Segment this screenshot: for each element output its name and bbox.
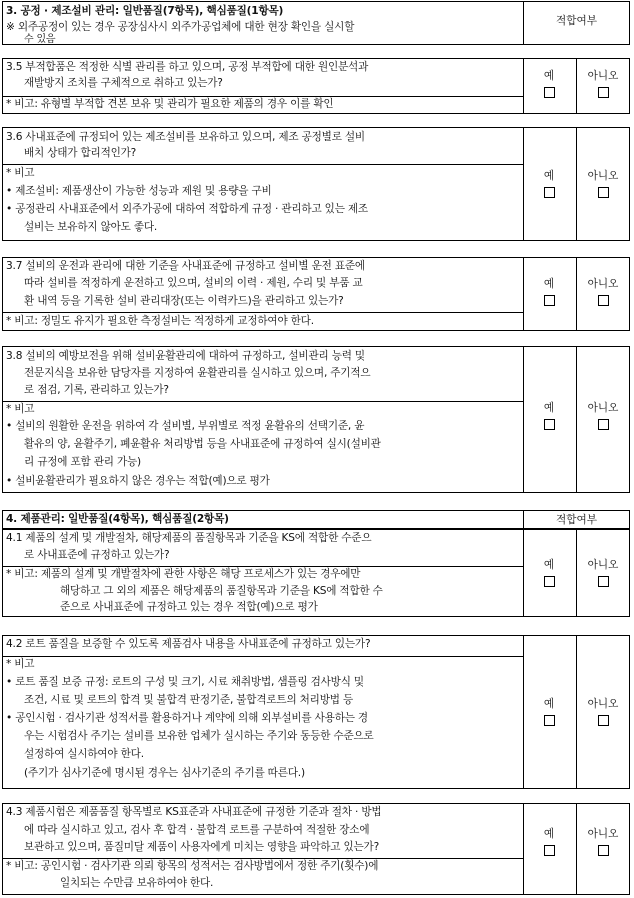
item-3-7-remark: * 비고: 정밀도 유지가 필요한 측정설비는 적정하게 교정하여야 한다.: [6, 315, 314, 327]
item-4-1-question: 4.1 제품의 설계 및 개발절차, 해당제품의 품질항목과 기준을 KS에 적합한 수준으: [6, 532, 372, 544]
yes-label: 예: [543, 70, 555, 82]
item-3-5-question: 3.5 부적합품은 적정한 식별 관리를 하고 있으며, 공정 부적합에 대한 원인분석과: [6, 61, 369, 73]
yes-label: 예: [543, 170, 555, 182]
yes-checkbox[interactable]: [544, 87, 555, 98]
column-header-compliance: 적합여부: [556, 15, 597, 27]
yes-checkbox[interactable]: [544, 419, 555, 430]
item-3-5-remark: * 비고: 유형별 부적합 견본 보유 및 관리가 필요한 제품의 경우 이를 확인: [6, 98, 334, 110]
no-checkbox[interactable]: [598, 187, 609, 198]
yes-checkbox[interactable]: [544, 845, 555, 856]
item-4-3-question: 4.3 제품시험은 제품품질 항목별로 KS표준과 사내표준에 규정한 기준과 절차 · 방법: [6, 806, 382, 818]
yes-checkbox[interactable]: [544, 715, 555, 726]
yes-checkbox[interactable]: [544, 187, 555, 198]
no-label: 아니오: [587, 278, 619, 290]
item-3-6-question: 3.6 사내표준에 규정되어 있는 제조설비를 보유하고 있으며, 제조 공정별로 설비: [6, 131, 365, 143]
no-checkbox[interactable]: [598, 419, 609, 430]
no-checkbox[interactable]: [598, 87, 609, 98]
section3-title: 3. 공정 · 제조설비 관리: 일반품질(7항목), 핵심품질(1항목): [6, 5, 284, 17]
yes-label: 예: [543, 698, 555, 710]
item-4-3-remark: * 비고: 공인시험 · 검사기관 의뢰 항목의 성적서는 검사방법에서 정한 주기(횟수)에: [6, 860, 379, 872]
yes-label: 예: [543, 559, 555, 571]
column-header-compliance: 적합여부: [556, 514, 597, 526]
no-label: 아니오: [587, 828, 619, 840]
no-label: 아니오: [587, 402, 619, 414]
item-3-7-question: 3.7 설비의 운전과 관리에 대한 기준을 사내표준에 규정하고 설비별 운전 표준에: [6, 260, 365, 272]
item-3-6-remark: * 비고: [6, 167, 35, 179]
item-4-2-question: 4.2 로트 품질을 보증할 수 있도록 제품검사 내용을 사내표준에 규정하고 있는가?: [6, 638, 371, 650]
yes-label: 예: [543, 828, 555, 840]
yes-checkbox[interactable]: [544, 576, 555, 587]
section4-title: 4. 제품관리: 일반품질(4항목), 핵심품질(2항목): [6, 513, 229, 525]
yes-checkbox[interactable]: [544, 295, 555, 306]
no-label: 아니오: [587, 170, 619, 182]
item-4-2-remark: * 비고: [6, 658, 35, 670]
yes-label: 예: [543, 402, 555, 414]
no-label: 아니오: [587, 559, 619, 571]
no-label: 아니오: [587, 70, 619, 82]
yes-label: 예: [543, 278, 555, 290]
item-3-8-remark: * 비고: [6, 403, 35, 415]
no-checkbox[interactable]: [598, 845, 609, 856]
checklist-page: 3. 공정 · 제조설비 관리: 일반품질(7항목), 핵심품질(1항목) ※ 외주공정이 있는 경우 공장심사시 외주가공업체에 대한 현장 확인을 실시할 수 있음 적합여부 3.5 부적합품은 적정한 식별 관리를 하고 있으며, 공정 부적합에 대한 원인분석과 재발방지 조치를 구체적으로 취하고 있는가? * 비고: 유형별 부적합 견본 보유 및 관리가 필요한 제품의 경우 이를 확인 예 아니오 3.6 사내표준에 규정되어 있는 제조설비를 보유하고 있으며, 제조 공정별로 설비 배치 상태가 합리적인가? * 비고 • 제조설비: 제품생산이 가능한 성능과 제원 및 용량을 구비 • 공정관리 사내표준에서 외주가공에 대하여 적합하게 규정 · 관리하고 있는 제조 설비는 보유하지 않아도 좋다. 예 아니오 3.7 설비의 운전과 관리에 대한 기준을 사내표준에 규정하고 설비별 운전 표준에 따라 설비를 적정하게 운전하고 있으며, 설비의 이력 · 제원, 수리 및 부품 교 환 내역 등을 기록한 설비 관리대장(또는 이력카드)을 관리하고 있는가? * 비고: 정밀도 유지가 필요한 측정설비는 적정하게 교정하여야 한다. 예 아니오 3.8 설비의 예방보전을 위해 설비윤활관리에 대하여 규정하고, 설비관리 능력 및 전문지식을 보유한 담당자를 지정하여 윤활관리를 실시하고 있으며, 주기적으 로 점검, 기록, 관리하고 있는가? * 비고 • 설비의 원활한 운전을 위하여 각 설비별, 부위별로 적정 윤활유의 선택기준, 윤 활유의 양, 윤활주기, 폐윤활유 처리방법 등을 사내표준에 규정하여 실시(설비관 리 규정에 포함 관리 가능) • 설비윤활관리가 필요하지 않은 경우는 적합(예)으로 평가 예 아니오 4. 제품관리: 일반품질(4항목), 핵심품질(2항목) 적합여부 4.1 제품의 설계 및 개발절차, 해당제품의 품질항목과 기준을 KS에 적합한 수준으 로 사내표준에 규정하고 있는가? * 비고: 제품의 설계 및 개발절차에 관한 사항은 해당 프로세스가 있는 경우에만 해당하고 그 외의 제품은 해당제품의 품질항목과 기준을 KS에 적합한 수 준으로 사내표준에 규정하고 있는 경우 적합(예)으로 평가 예 아니오 4.2 로트 품질을 보증할 수 있도록 제품검사 내용을 사내표준에 규정하고 있는가? * 비고 • 로트 품질 보증 규정: 로트의 구성 및 크기, 시료 채취방법, 샘플링 검사방식 및 조건, 시료 및 로트의 합격 및 불합격 판정기준, 불합격로트의 처리방법 등 • 공인시험 · 검사기관 성적서를 활용하거나 계약에 의해 외부설비를 사용하는 경 우는 시험검사 주기는 설비를 보유한 업체가 실시하는 주기와 동등한 수준으로 설정하여 실시하여야 한다. (주기가 심사기준에 명시된 경우는 심사기준의 주기를 따른다.) 예 아니오 4.3 제품시험은 제품품질 항목별로 KS표준과 사내표준에 규정한 기준과 절차 · 방법 에 따라 실시하고 있고, 검사 후 합격 · 불합격 로트를 구분하여 적절한 장소에 보관하고 있으며, 품질미달 제품이 사용자에게 미치는 영향을 파악하고 있는가? * 비고: 공인시험 · 검사기관 의뢰 항목의 성적서는 검사방법에서 정한 주기(횟수)에 일치되는 수만큼 보유하여야 한다. 예 아니오: [2, 1, 630, 895]
no-label: 아니오: [587, 698, 619, 710]
item-4-1-remark: * 비고: 제품의 설계 및 개발절차에 관한 사항은 해당 프로세스가 있는 경우에만: [6, 568, 361, 580]
no-checkbox[interactable]: [598, 715, 609, 726]
item-3-8-question: 3.8 설비의 예방보전을 위해 설비윤활관리에 대하여 규정하고, 설비관리 능력 및: [6, 350, 365, 362]
section3-note: ※ 외주공정이 있는 경우 공장심사시 외주가공업체에 대한 현장 확인을 실시할: [6, 21, 355, 33]
no-checkbox[interactable]: [598, 295, 609, 306]
no-checkbox[interactable]: [598, 576, 609, 587]
